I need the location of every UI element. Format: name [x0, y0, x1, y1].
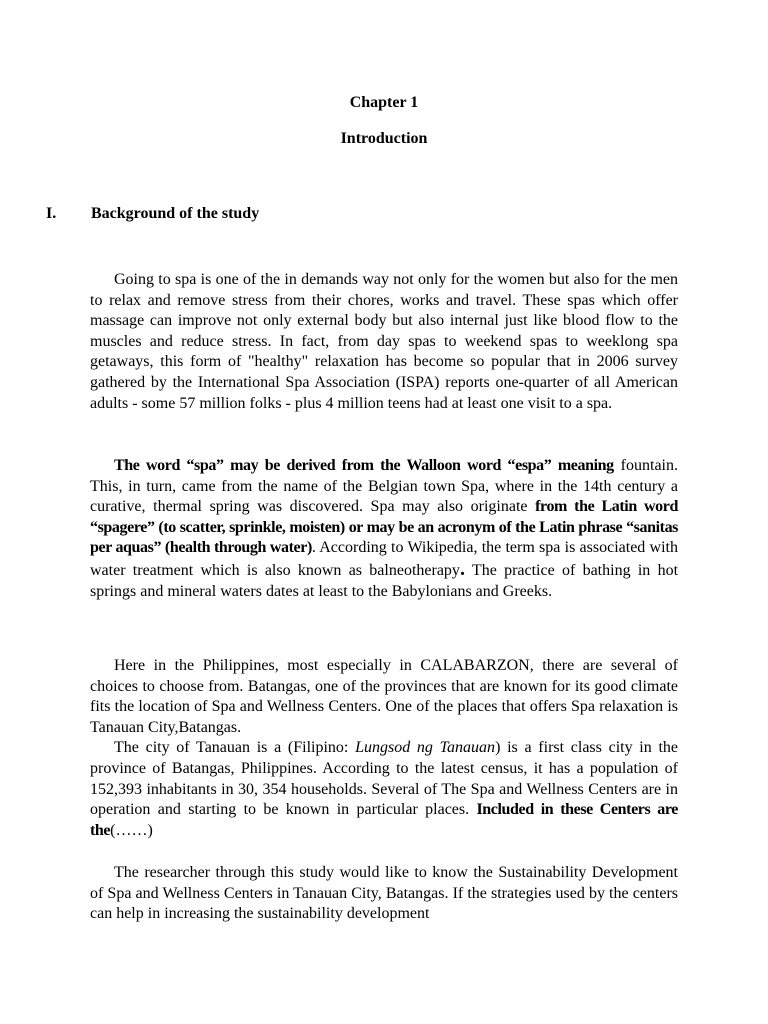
text-run: The city of Tanauan is a (Filipino: — [114, 739, 356, 757]
section-number: I. — [46, 205, 57, 222]
paragraph-text: The researcher through this study would like to know the Sustainability Development of Spa and Wellness Centers in Tanauan City, Batangas. If the strategies used by the centers can help in increasing the sustainability development — [90, 864, 678, 923]
bold-phrase: The word “spa” may be derived from the Walloon word “espa” meaning — [114, 457, 614, 474]
chapter-title: Chapter 1 — [349, 94, 419, 111]
paragraph-text — [90, 738, 678, 841]
bold-phrase: from the Latin word “spagere” (to scatter, sprinkle, moisten) or may be an acronym of the Latin phrase “sanitas per aquas” (health through water) — [90, 498, 678, 557]
paragraph-spa-intro — [90, 270, 678, 414]
emphasis-period: . — [459, 557, 465, 580]
paragraph-philippines — [90, 656, 678, 841]
paragraph-research-purpose — [90, 863, 678, 925]
text-run: The practice of bathing in hot springs and mineral waters dates at least to the Babylonians and Greeks. — [90, 561, 679, 600]
section-heading-text: Background of the study — [91, 205, 260, 222]
paragraph-spa-etymology — [90, 456, 678, 602]
text-run: fountain. This, in turn, came from the name of the Belgian town Spa, where in the 14th century a curative, thermal spring was discovered. Spa may also originate — [90, 457, 678, 516]
paragraph-text: Going to spa is one of the in demands way not only for the women but also for the men to relax and remove stress from their chores, works and travel. These spas which offer massage can improve not only external body but also internal just like blood flow to the muscles and reduce stress. In fact, from day spas to weekend spas to weeklong spa getaways, this form of "healthy" relaxation has become so popular that in 2006 survey gathered by the International Spa Association (ISPA) reports one-quarter of all American adults - some 57 million folks - plus 4 million teens had at least one visit to a spa. — [90, 271, 678, 412]
chapter-subtitle: Introduction — [340, 130, 428, 147]
bold-phrase: Included in these Centers are the — [90, 801, 678, 839]
text-run: ) is a first class city in the province of Batangas, Philippines. According to the latest census, it has a population of 152,393 inhabitants in 30, 354 households. Several of The Spa and Wellness Centers are in operation and starting to be known in particular places. — [90, 739, 678, 819]
text-run: . According to Wikipedia, the term spa is associated with water treatment which is also known as balneotherapy — [90, 539, 678, 579]
paragraph-text — [90, 456, 678, 602]
italic-phrase: Lungsod ng Tanauan — [355, 739, 496, 757]
paragraph-text: Here in the Philippines, most especially in CALABARZON, there are several of choices to choose from. Batangas, one of the provinces that are known for its good climate fits the location of Spa and Wellness Centers. One of the places that offers Spa relaxation is Tanauan City,Batangas. — [90, 657, 678, 736]
text-run: (……) — [110, 821, 153, 839]
section-heading — [46, 204, 686, 224]
